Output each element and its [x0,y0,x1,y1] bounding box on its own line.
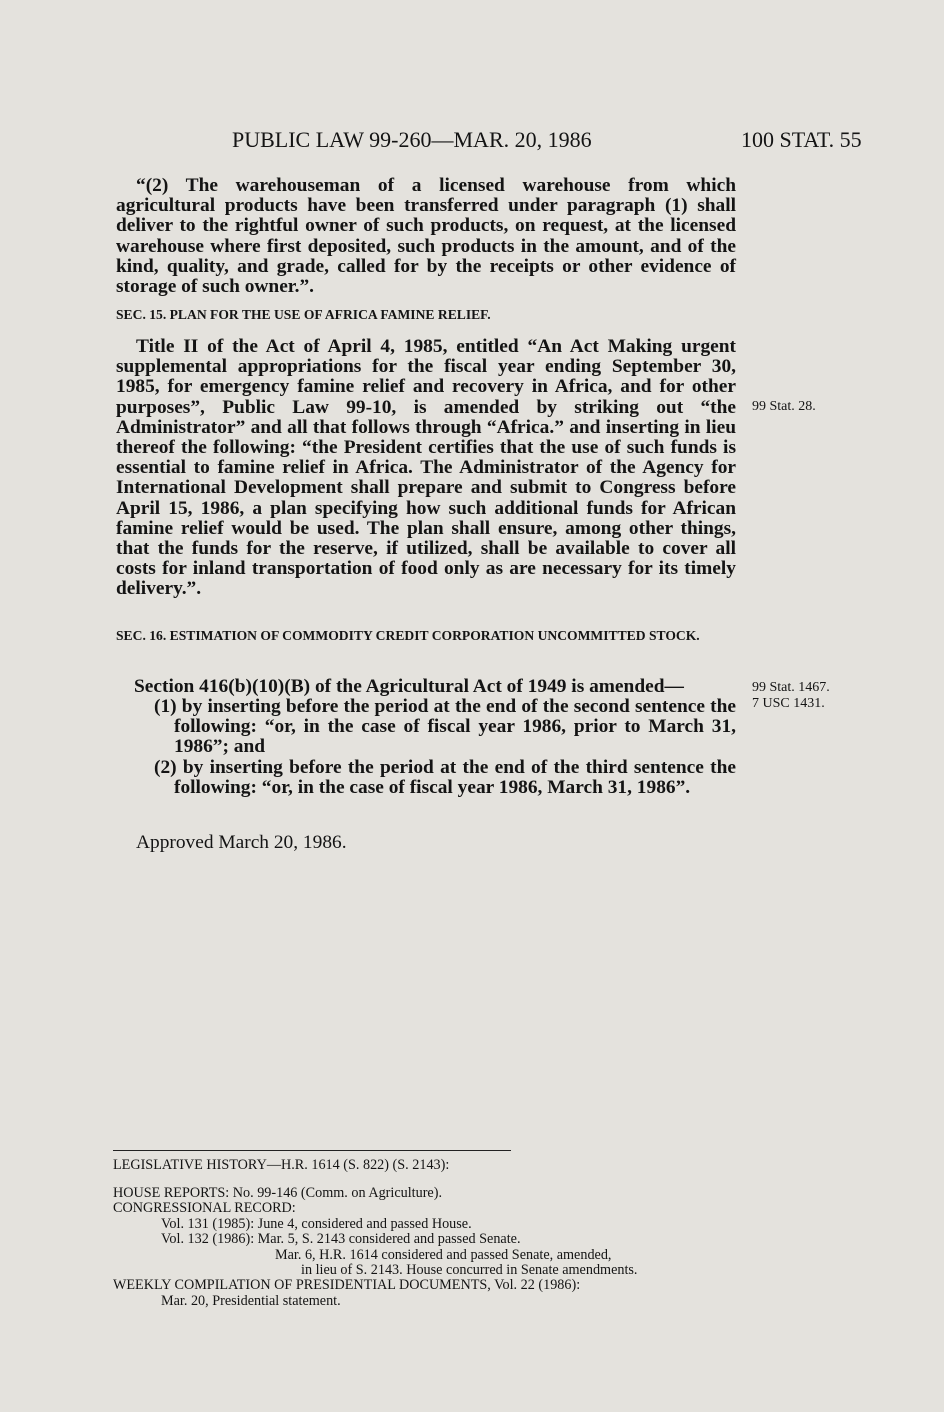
section-16-heading: SEC. 16. ESTIMATION OF COMMODITY CREDIT CORPORATION UNCOMMITTED STOCK. [116,628,700,643]
amendment-item-2: (2) by inserting before the period at the end of the third sentence the following: “or, in the case of fiscal year 1986, March 31, 1986”. [154,757,736,799]
footnote-divider [113,1150,511,1151]
margin-note-99-stat-1467 [752,680,830,712]
legislative-history-title: LEGISLATIVE HISTORY—H.R. 1614 (S. 822) (S. 2143): [113,1157,450,1173]
paragraph-warehouseman: “(2) The warehouseman of a licensed warehouse from which agricultural products have been transferred under paragraph (1) shall deliver to the rightful owner of such products, on request, at the licensed warehouse where first deposited, such products in the amount, and of the kind, quality, and grade, called for by the receipts or other evidence of storage of such owner.”. [116,175,736,298]
section-15-heading: SEC. 15. PLAN FOR THE USE OF AFRICA FAMINE RELIEF. [116,307,491,322]
header-title: PUBLIC LAW 99-260—MAR. 20, 1986 [232,127,592,152]
approved-date: Approved March 20, 1986. [136,832,347,853]
legislative-history-block [113,1186,637,1309]
margin-note-99-stat-28: 99 Stat. 28. [752,399,816,414]
amendment-item-1: (1) by inserting before the period at the end of the second sentence the following: “or, in the case of fiscal year 1986, prior to March 31, 1986”; and [154,696,736,758]
record-vol-132: Vol. 132 (1986): Mar. 5, S. 2143 considered and passed Senate. [161,1231,521,1248]
house-reports: HOUSE REPORTS: No. 99-146 (Comm. on Agriculture). [113,1185,442,1201]
paragraph-section-16: Section 416(b)(10)(B) of the Agricultural Act of 1949 is amended— [134,676,684,697]
congressional-record: CONGRESSIONAL RECORD: [113,1200,296,1217]
margin-note-line: 99 Stat. 1467. [752,680,830,695]
margin-note-line: 7 USC 1431. [752,696,825,711]
record-mar-6: Mar. 6, H.R. 1614 considered and passed Senate, amended, [275,1246,612,1263]
weekly-compilation: WEEKLY COMPILATION OF PRESIDENTIAL DOCUMENTS, Vol. 22 (1986): [113,1277,581,1294]
record-mar-6-cont: in lieu of S. 2143. House concurred in Senate amendments. [301,1262,638,1279]
header-stat-page: 100 STAT. 55 [741,127,862,152]
presidential-statement: Mar. 20, Presidential statement. [161,1292,341,1309]
record-vol-131: Vol. 131 (1985): June 4, considered and passed House. [161,1215,472,1232]
paragraph-section-15: Title II of the Act of April 4, 1985, entitled “An Act Making urgent supplemental appropriations for the fiscal year ending September 30, 1985, for emergency famine relief and recovery in Africa, and for other purposes”, Public Law 99-10, is amended by striking out “the Administrator” and all that follows through “Africa.” and inserting in lieu thereof the following: “the President certifies that the use of such funds is essential to famine relief in Africa. The Administrator of the Agency for International Development shall prepare and submit to Congress before April 15, 1986, a plan specifying how such additional funds for African famine relief would be used. The plan shall ensure, among other things, that the funds for the reserve, if utilized, shall be available to cover all costs for inland transportation of food only as are necessary for its timely delivery.”. [116,336,736,600]
page-header [0,127,944,157]
